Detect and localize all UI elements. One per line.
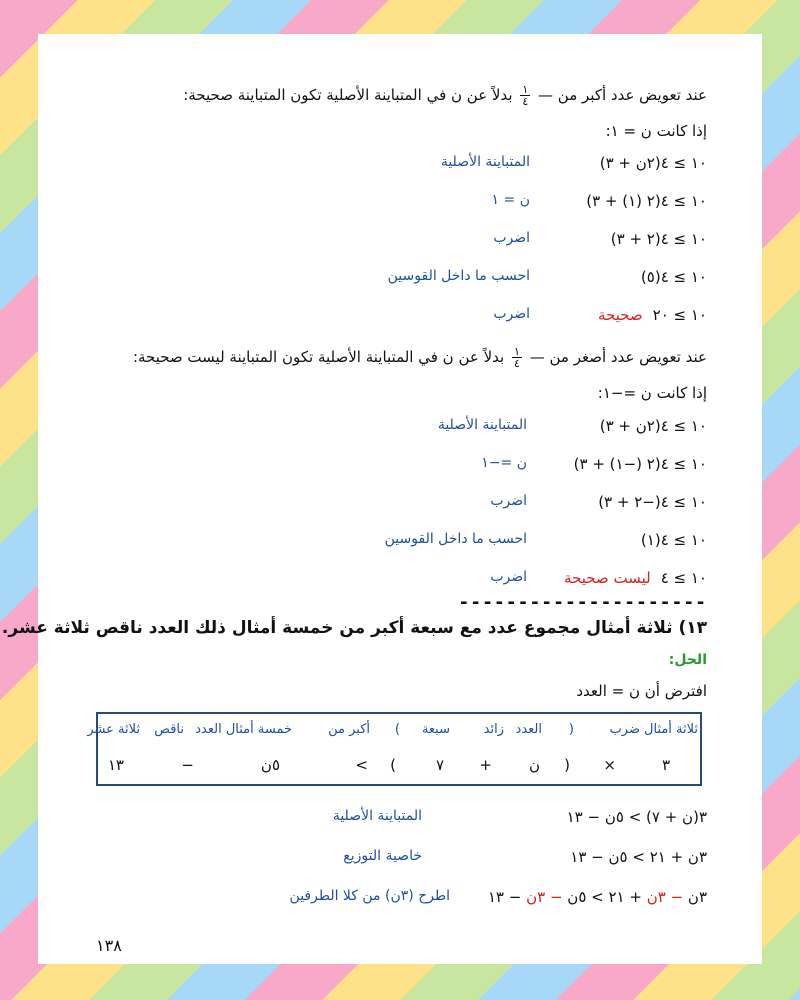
final-step-equation [488, 888, 707, 906]
step-reason: المتباينة الأصلية [437, 417, 527, 433]
step-row [38, 192, 762, 216]
step-equation [598, 306, 707, 324]
fraction-denominator: ٤ [522, 95, 529, 108]
case-one-heading: إذا كانت ن = ١: [605, 122, 707, 140]
equation-text: ١٠ ≥ ٤(٢ (١) + ٣) [586, 192, 707, 210]
intro-smaller [133, 346, 707, 369]
equation-text: ١٠ ≥ ٤(٥) [640, 268, 707, 286]
final-step-equation: ٣(ن + ٧) > ٥ن − ١٣ [566, 808, 707, 826]
step-reason: احسب ما داخل القوسين [384, 531, 527, 547]
table-header-cell: خمسة أمثال العدد [195, 722, 292, 737]
step-reason: المتباينة الأصلية [440, 154, 530, 170]
minus-sign: — [529, 348, 545, 366]
step-reason: ن = ١ [491, 192, 530, 208]
step-row [38, 455, 762, 479]
step-reason: ن =−١ [481, 455, 527, 471]
textbook-page [1, 34, 762, 964]
intro-smaller-conclusion: بدلاً عن ن في المتباينة الأصلية تكون المتباينة ليست صحيحة: [132, 348, 505, 366]
step-equation [600, 154, 707, 172]
equation-part: + ٢١ > ٥ن [562, 888, 647, 906]
fraction [520, 84, 530, 107]
intro-smaller-text: عند تعويض عدد أصغر من [549, 348, 707, 366]
step-reason: احسب ما داخل القوسين [387, 268, 530, 284]
step-equation [641, 531, 707, 549]
separator: --------------------- [458, 592, 707, 613]
step-reason: اضرب [493, 230, 530, 246]
table-symbol-cell: ٥ن [260, 756, 280, 774]
table-header-cell: ) [394, 722, 400, 737]
table-header-cell: زائد [483, 722, 504, 737]
table-header-cell: ثلاثة عشر [87, 722, 140, 737]
step-row [38, 493, 762, 517]
table-symbol-cell: ( [564, 756, 570, 774]
step-row [38, 531, 762, 555]
table-symbol-cell: × [603, 756, 616, 774]
equation-text: ١٠ ≥ ٤(١) [640, 531, 707, 549]
verdict-label: ليست صحيحة [564, 569, 651, 587]
page-number: ١٣٨ [96, 936, 122, 955]
table-header-cell: العدد [515, 722, 542, 737]
step-row [38, 154, 762, 178]
table-header-cell: ثلاثة أمثال [644, 722, 698, 737]
minus-sign: — [538, 86, 554, 104]
equation-text: ١٠ ≥ ٤(٢ (−١) + ٣) [573, 455, 707, 473]
intro-greater-text: عند تعويض عدد أكبر من [557, 86, 707, 104]
step-row [38, 268, 762, 292]
table-header-cell: ( [568, 722, 574, 737]
table-symbol-cell: ) [390, 756, 396, 774]
step-equation [586, 192, 707, 210]
fraction-numerator: ١ [514, 345, 520, 358]
step-equation [600, 417, 707, 435]
intro-greater-conclusion: بدلاً عن ن في المتباينة الأصلية تكون المتباينة صحيحة: [183, 86, 513, 104]
final-step-reason: المتباينة الأصلية [332, 808, 422, 824]
table-symbol-cell: > [355, 756, 368, 774]
step-row [38, 417, 762, 441]
final-step-row [38, 808, 762, 832]
table-header-cell: ضرب [609, 722, 640, 737]
table-header-cell: أكبر من [328, 722, 370, 737]
final-step-row [38, 848, 762, 872]
verdict-label: صحيحة [597, 306, 643, 324]
problem-13: ١٣) ثلاثة أمثال مجموع عدد مع سبعة أكبر من خمسة أمثال ذلك العدد ناقص ثلاثة عشر. [1, 618, 707, 638]
step-equation [574, 455, 707, 473]
step-row [38, 306, 762, 330]
table-symbol-cell: ن [528, 756, 540, 774]
step-row [38, 569, 762, 593]
step-equation [611, 230, 707, 248]
equation-text: ١٠ ≥ ٤(−٢ + ٣) [598, 493, 707, 511]
fraction [512, 346, 522, 369]
equation-text: ١٠ ≥ ٤(٢ن + ٣) [599, 417, 707, 435]
equation-text: ١٠ ≥ ٤(٢ن + ٣) [599, 154, 707, 172]
final-step-reason: خاصية التوزيع [343, 848, 422, 864]
step-reason: اضرب [490, 493, 527, 509]
fraction-denominator: ٤ [514, 357, 520, 370]
equation-part: − ١٣ [487, 888, 527, 906]
step-equation [641, 268, 707, 286]
translation-table [87, 712, 702, 786]
step-row [38, 230, 762, 254]
equation-part: ٣ن [683, 888, 707, 906]
table-symbol-cell: ٧ [435, 756, 444, 774]
final-step-reason: اطرح (٣ن) من كلا الطرفين [289, 888, 450, 904]
solution-label: الحل: [668, 652, 707, 668]
table-header-cell: سبعة [421, 722, 450, 737]
step-equation [598, 493, 707, 511]
final-step-equation: ٣ن + ٢١ > ٥ن − ١٣ [570, 848, 707, 866]
equation-text: ١٠ ≥ ٤(٢ + ٣) [610, 230, 707, 248]
step-reason: اضرب [493, 306, 530, 322]
assumption: افترض أن ن = العدد [576, 682, 707, 700]
fraction-numerator: ١ [522, 83, 529, 96]
equation-text: ١٠ ≥ ٢٠ [652, 306, 707, 324]
table-symbol-cell: − [181, 756, 194, 774]
case-two-heading: إذا كانت ن =−١: [597, 384, 707, 402]
equation-part: − ٣ن [526, 888, 563, 906]
table-header-cell: ناقص [154, 722, 184, 737]
equation-text: ١٠ ≥ ٤ [660, 569, 707, 587]
table-symbol-cell: ١٣ [107, 756, 124, 774]
equation-part: − ٣ن [646, 888, 684, 906]
intro-greater [183, 84, 707, 107]
step-equation [564, 569, 707, 587]
final-step-row [38, 888, 762, 912]
table-symbol-cell: + [479, 756, 492, 774]
step-reason: اضرب [490, 569, 527, 585]
table-symbol-cell: ٣ [661, 756, 670, 774]
